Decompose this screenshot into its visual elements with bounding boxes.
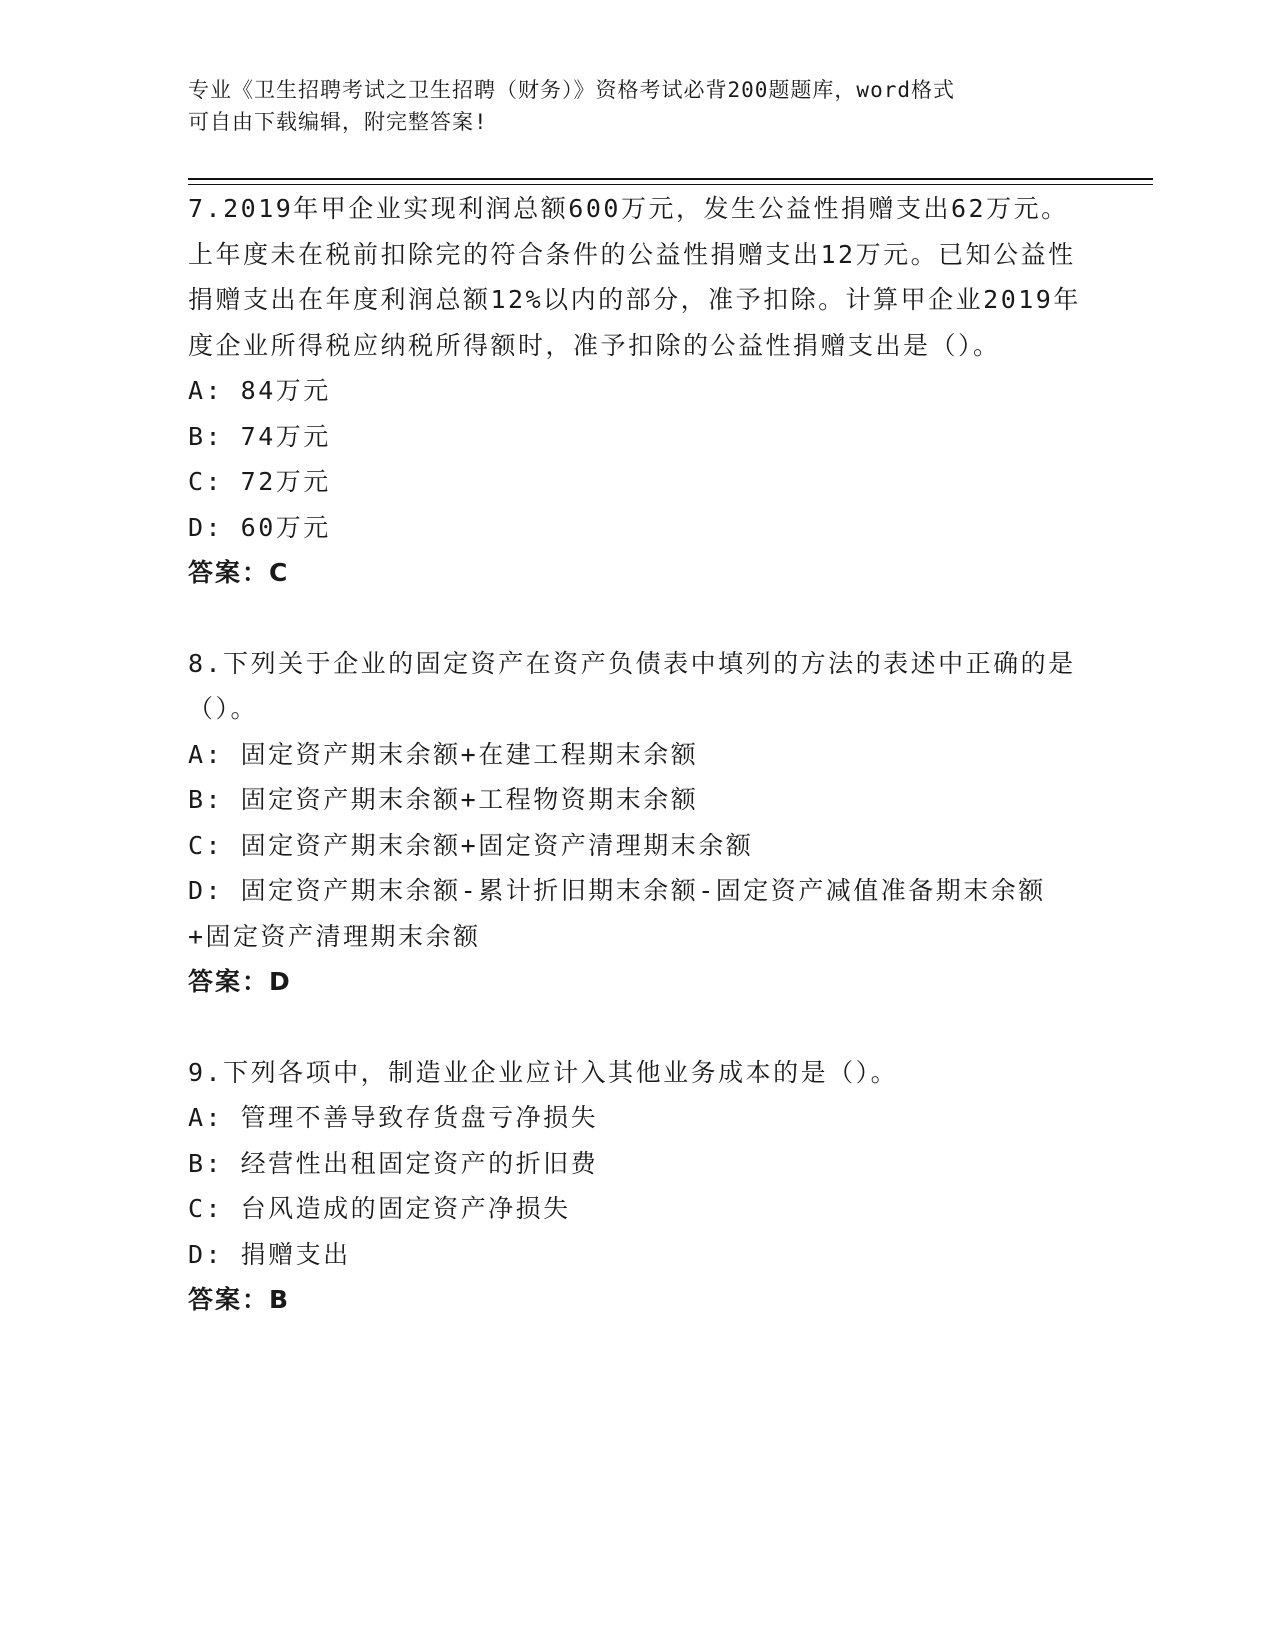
option-b: B: 固定资产期末余额+工程物资期末余额 bbox=[188, 785, 699, 814]
option-b: B: 74万元 bbox=[188, 421, 331, 451]
question-list bbox=[188, 186, 1088, 1368]
header-subtitle-line: 可自由下载编辑，附完整答案! bbox=[188, 110, 488, 134]
option-d: D: 捐赠支出 bbox=[188, 1239, 351, 1269]
answer-label: 答案：B bbox=[188, 1285, 291, 1314]
option-c: C: 固定资产期末余额+固定资产清理期末余额 bbox=[188, 830, 754, 860]
option-c: C: 72万元 bbox=[188, 467, 331, 496]
option-b: B: 经营性出租固定资产的折旧费 bbox=[188, 1148, 599, 1178]
question-7 bbox=[188, 186, 1088, 596]
answer-label: 答案：D bbox=[188, 967, 292, 996]
option-a: A: 84万元 bbox=[188, 376, 331, 405]
header-divider-thick bbox=[188, 178, 1153, 180]
question-stem: 7.2019年甲企业实现利润总额600万元，发生公益性捐赠支出62万元。上年度未在税前扣除完的符合条件的公益性捐赠支出12万元。已知公益性捐赠支出在年度利润总额12%以内的部分，准予扣除。计算甲企业2019年度企业所得税应纳税所得额时，准予扣除的公益性捐赠支出是（）。 bbox=[188, 194, 1081, 360]
option-a: A: 管理不善导致存货盘亏净损失 bbox=[188, 1103, 599, 1132]
option-d: D: 60万元 bbox=[188, 512, 331, 542]
header-divider-thin bbox=[188, 184, 1153, 185]
question-8 bbox=[188, 641, 1088, 1005]
option-a: A: 固定资产期末余额+在建工程期末余额 bbox=[188, 739, 699, 769]
option-c: C: 台风造成的固定资产净损失 bbox=[188, 1194, 571, 1223]
header-title-line: 专业《卫生招聘考试之卫生招聘（财务）》资格考试必背200题题库，word格式 bbox=[188, 78, 955, 102]
option-d: D: 固定资产期末余额-累计折旧期末余额-固定资产减值准备期末余额+固定资产清理期末余额 bbox=[188, 876, 1046, 951]
document-header bbox=[188, 74, 1068, 138]
question-stem: 9.下列各项中，制造业企业应计入其他业务成本的是（）。 bbox=[188, 1057, 899, 1087]
question-9 bbox=[188, 1050, 1088, 1323]
answer-label: 答案：C bbox=[188, 558, 290, 587]
question-stem: 8.下列关于企业的固定资产在资产负债表中填列的方法的表述中正确的是（）。 bbox=[188, 648, 1076, 723]
